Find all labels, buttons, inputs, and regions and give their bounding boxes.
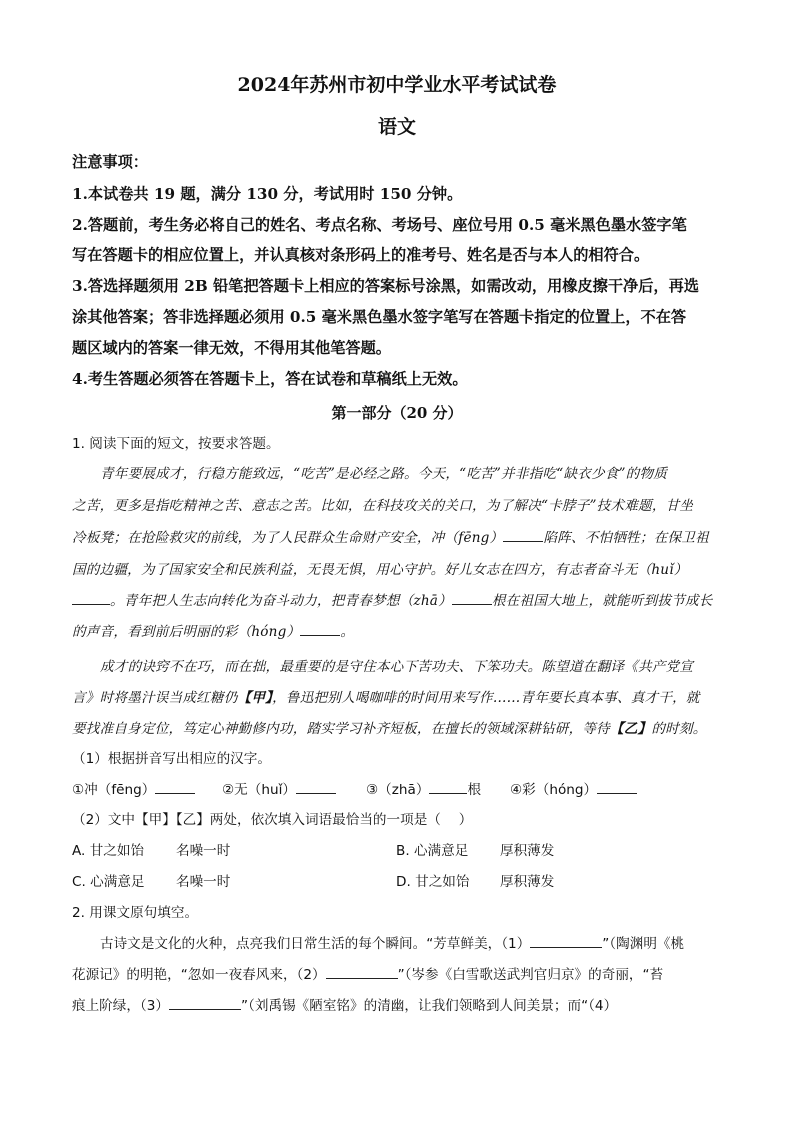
passage-line: 青年要展成才，行稳方能致远，“吃苦”是必经之路。今天，“吃苦”并非指吃“缺衣少食”的物质 bbox=[100, 466, 668, 482]
option-d-word: 厚积薄发 bbox=[500, 874, 555, 890]
subquestion-stem: （1）根据拼音写出相应的汉字。 bbox=[72, 751, 271, 767]
question-stem: 2. 用课文原句填空。 bbox=[72, 905, 199, 921]
passage-line: 要找准自身定位，笃定心神勤修内功，踏实学习补齐短板，在擅长的领域深耕钻研，等待【乙】的时刻。 bbox=[72, 721, 707, 737]
notice-item: 4.考生答题必须答在答题卡上，答在试卷和草稿纸上无效。 bbox=[72, 370, 468, 388]
fill-line: 古诗文是文化的火种，点亮我们日常生活的每个瞬间。“芳草鲜美，（1） ”（陶渊明《桃 bbox=[100, 936, 685, 952]
pinyin-item: ①冲（fēng） bbox=[72, 778, 195, 798]
passage-line: 冷板凳；在抢险救灾的前线，为了人民群众生命财产安全，冲（fēng） 陷阵、不怕牺牲；在保卫祖 bbox=[72, 530, 709, 546]
option-a-word: 名噪一时 bbox=[176, 843, 231, 859]
answer-blank[interactable] bbox=[503, 528, 543, 542]
option-c[interactable]: C. 心满意足 bbox=[72, 874, 145, 890]
subquestion-stem: （2）文中【甲】【乙】两处，依次填入词语最恰当的一项是（ ） bbox=[72, 812, 473, 828]
passage-line: 之苦，更多是指吃精神之苦、意志之苦。比如，在科技攻关的关口，为了解决“卡脖子”技术难题，甘坐 bbox=[72, 498, 694, 514]
option-c-word: 名噪一时 bbox=[176, 874, 231, 890]
answer-blank[interactable] bbox=[597, 780, 637, 794]
answer-blank[interactable] bbox=[326, 965, 398, 979]
passage-line: 言》时将墨汁误当成红糖仍【甲】，鲁迅把别人喝咖啡的时间用来写作……青年要长真本事、真才干，就 bbox=[72, 690, 700, 706]
answer-blank[interactable] bbox=[452, 591, 492, 605]
answer-blank[interactable] bbox=[300, 622, 340, 636]
notice-item: 题区域内的答案一律无效，不得用其他笔答题。 bbox=[72, 339, 391, 357]
option-d[interactable]: D. 甘之如饴 bbox=[396, 874, 470, 890]
fill-line: 花源记》的明艳，“忽如一夜春风来，（2） ”（岑参《白雪歌送武判官归京》的奇丽，“苔 bbox=[72, 967, 664, 983]
answer-blank[interactable] bbox=[72, 591, 110, 605]
notice-item: 2.答题前，考生务必将自己的姓名、考点名称、考场号、座位号用 0.5 毫米黑色墨水签字笔 bbox=[72, 216, 687, 234]
pinyin-item: ③（zhā） 根 bbox=[366, 782, 482, 798]
exam-title: 2024年苏州市初中学业水平考试试卷 bbox=[237, 74, 557, 96]
option-b[interactable]: B. 心满意足 bbox=[396, 843, 469, 859]
answer-blank[interactable] bbox=[296, 780, 336, 794]
answer-blank[interactable] bbox=[169, 996, 241, 1010]
passage-line: 的声音，看到前后明丽的彩（hóng） 。 bbox=[72, 624, 355, 640]
blank-marker-yi: 【乙】 bbox=[609, 721, 652, 737]
subject-title: 语文 bbox=[377, 116, 416, 138]
part-heading: 第一部分（20 分） bbox=[331, 404, 463, 422]
passage-line: 国的边疆，为了国家安全和民族利益，无畏无惧，用心守护。好儿女志在四方，有志者奋斗无（huǐ） bbox=[72, 562, 688, 578]
question-stem: 1. 阅读下面的短文，按要求答题。 bbox=[72, 436, 280, 452]
pinyin-item: ②无（huǐ） bbox=[222, 778, 336, 798]
pinyin-item: ④彩（hóng） bbox=[510, 778, 637, 798]
notice-heading: 注意事项： bbox=[72, 153, 148, 171]
answer-blank[interactable] bbox=[155, 780, 195, 794]
notice-item: 1.本试卷共 19 题，满分 130 分，考试用时 150 分钟。 bbox=[72, 185, 463, 203]
notice-item: 写在答题卡的相应位置上，并认真核对条形码上的准考号、姓名是否与本人的相符合。 bbox=[72, 246, 650, 264]
answer-blank[interactable] bbox=[530, 934, 602, 948]
passage-line: 。青年把人生志向转化为奋斗动力，把青春梦想（zhā） 根在祖国大地上，就能听到拔节成长 bbox=[72, 589, 713, 609]
option-b-word: 厚积薄发 bbox=[500, 843, 555, 859]
fill-line: 痕上阶绿，（3） ”（刘禹锡《陋室铭》的清幽，让我们领略到人间美景；而“（4） bbox=[72, 998, 618, 1014]
option-a[interactable]: A. 甘之如饴 bbox=[72, 843, 145, 859]
notice-item: 3.答选择题须用 2B 铅笔把答题卡上相应的答案标号涂黑，如需改动，用橡皮擦干净后，再选 bbox=[72, 277, 699, 295]
answer-blank[interactable] bbox=[429, 780, 467, 794]
notice-item: 涂其他答案；答非选择题必须用 0.5 毫米黑色墨水签字笔写在答题卡指定的位置上，不在答 bbox=[72, 308, 687, 326]
passage-line: 成才的诀窍不在巧，而在拙，最重要的是守住本心下苦功夫、下笨功夫。陈望道在翻译《共产党宣 bbox=[100, 659, 694, 675]
blank-marker-jia: 【甲】 bbox=[237, 690, 273, 706]
